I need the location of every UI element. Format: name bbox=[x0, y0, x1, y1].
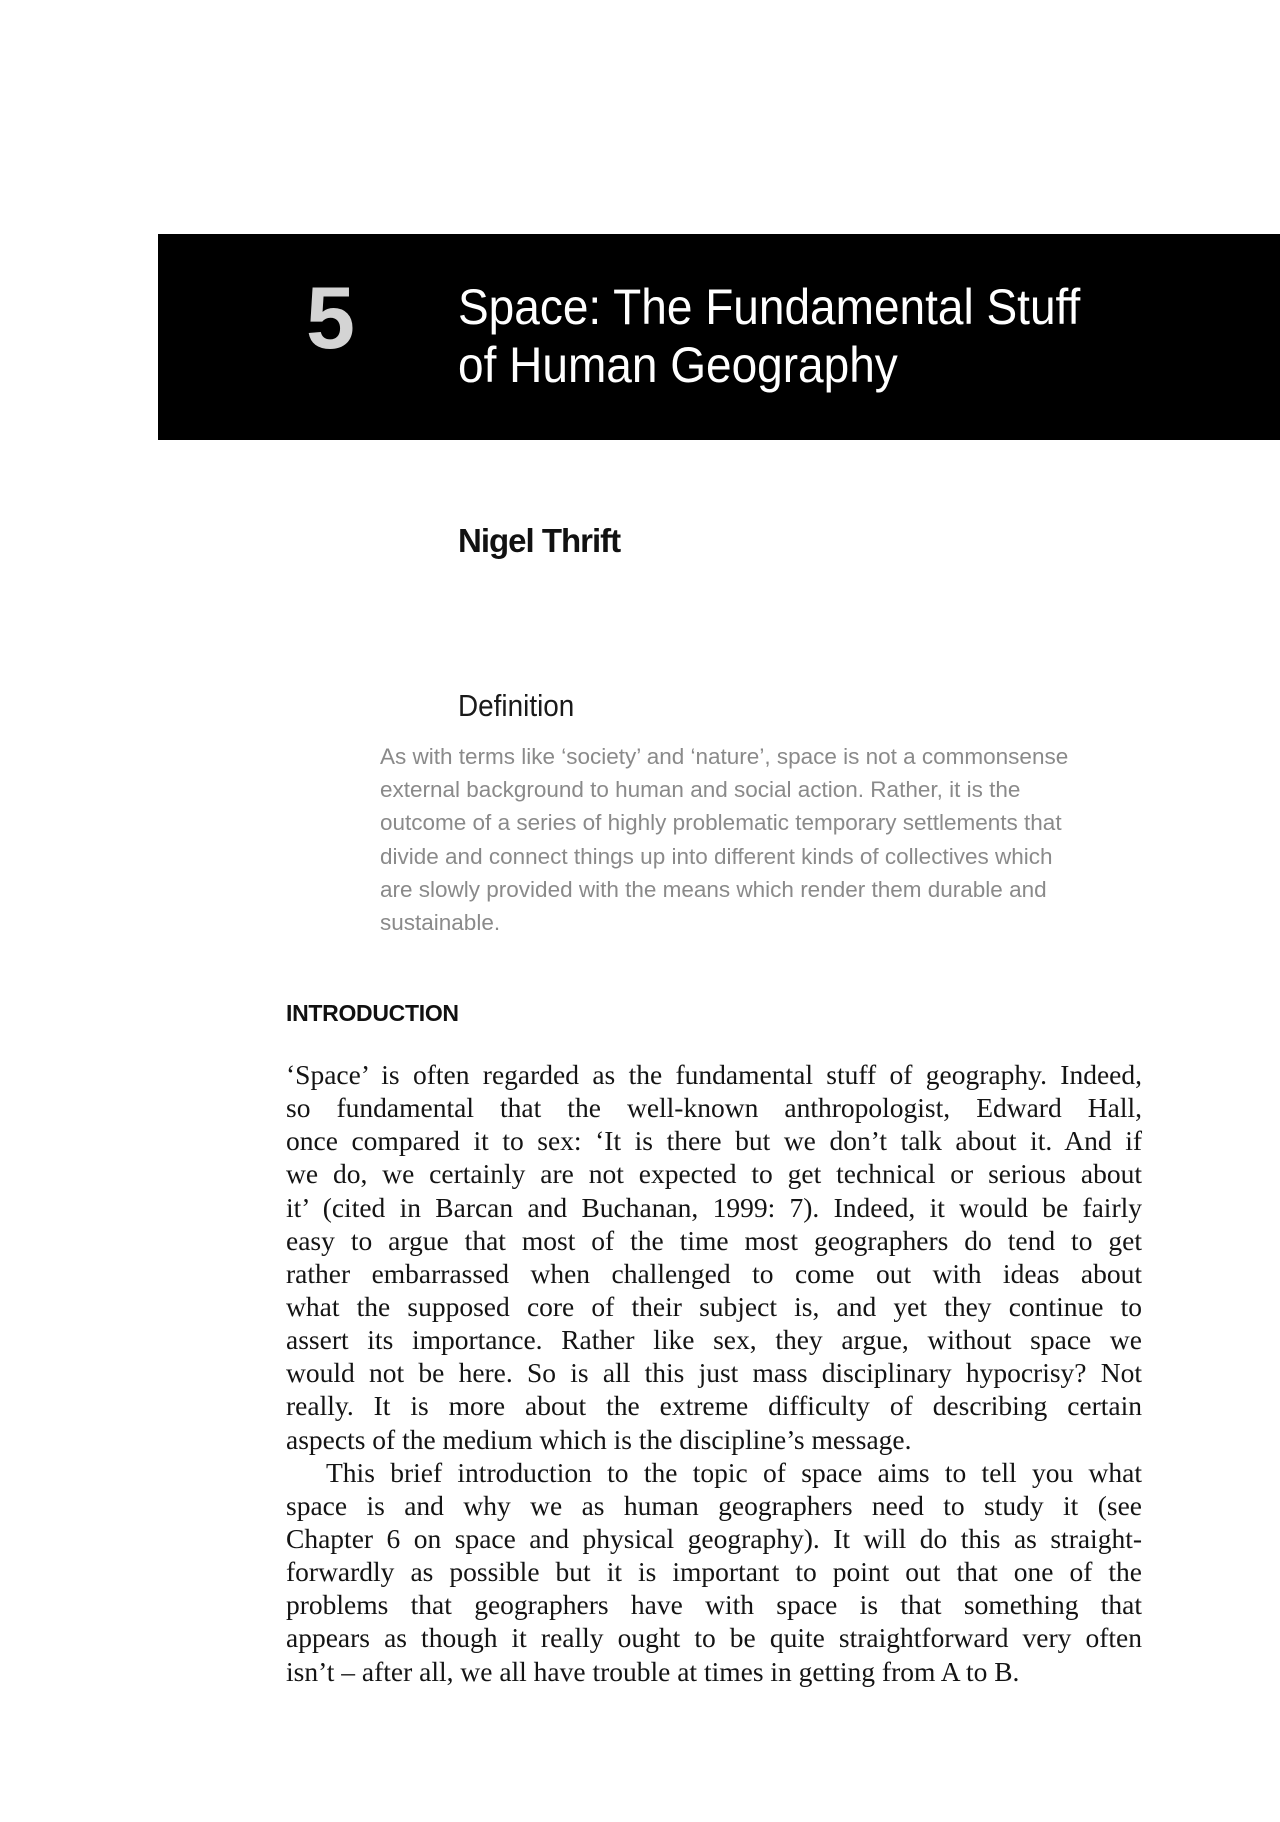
definition-text bbox=[380, 740, 1140, 939]
body-line: space is and why we as human geographers need to study it (see bbox=[286, 1489, 1142, 1521]
body-line: it’ (cited in Barcan and Buchanan, 1999: 7). Indeed, it would be fairly bbox=[286, 1191, 1142, 1223]
section-heading-introduction: INTRODUCTION bbox=[286, 1000, 459, 1026]
paragraph-1 bbox=[286, 1058, 1142, 1456]
body-text bbox=[286, 1058, 1142, 1688]
definition-line: As with terms like ‘society’ and ‘nature’, space is not a commonsense bbox=[380, 744, 1069, 769]
body-line: forwardly as possible but it is important to point out that one of the bbox=[286, 1556, 1142, 1588]
body-line: aspects of the medium which is the discipline’s message. bbox=[286, 1423, 912, 1455]
body-line: what the supposed core of their subject is, and yet they continue to bbox=[286, 1290, 1142, 1322]
body-line: isn’t – after all, we all have trouble at times in getting from A to B. bbox=[286, 1655, 1020, 1687]
definition-heading: Definition bbox=[458, 688, 575, 723]
body-line: ‘Space’ is often regarded as the fundamental stuff of geography. Indeed, bbox=[286, 1059, 1142, 1090]
chapter-title bbox=[458, 278, 1080, 394]
body-line: would not be here. So is all this just mass disciplinary hypocrisy? Not bbox=[286, 1357, 1142, 1389]
body-line: once compared it to sex: ‘It is there but we don’t talk about it. And if bbox=[286, 1125, 1142, 1157]
definition-line: divide and connect things up into different kinds of collectives which bbox=[380, 843, 1053, 869]
definition-line: sustainable. bbox=[380, 910, 501, 936]
chapter-header-band bbox=[158, 234, 1280, 440]
body-line: problems that geographers have with space is that something that bbox=[286, 1589, 1142, 1621]
chapter-title-line: of Human Geography bbox=[458, 337, 898, 393]
body-line: appears as though it really ought to be quite straightforward very often bbox=[286, 1622, 1142, 1654]
definition-line: external background to human and social action. Rather, it is the bbox=[380, 777, 1021, 803]
body-line: we do, we certainly are not expected to get technical or serious about bbox=[286, 1158, 1142, 1190]
body-line: really. It is more about the extreme difficulty of describing certain bbox=[286, 1390, 1142, 1422]
chapter-title-line: Space: The Fundamental Stuff bbox=[458, 279, 1081, 335]
chapter-number: 5 bbox=[306, 268, 355, 367]
definition-line: are slowly provided with the means which render them durable and bbox=[380, 876, 1047, 902]
body-line: easy to argue that most of the time most geographers do tend to get bbox=[286, 1224, 1142, 1256]
body-line: Chapter 6 on space and physical geography). It will do this as straight- bbox=[286, 1522, 1142, 1554]
body-line: This brief introduction to the topic of space aims to tell you what bbox=[326, 1456, 1142, 1488]
body-line: so fundamental that the well-known anthropologist, Edward Hall, bbox=[286, 1092, 1142, 1124]
definition-line: outcome of a series of highly problematic temporary settlements that bbox=[380, 810, 1062, 836]
paragraph-2 bbox=[286, 1456, 1142, 1688]
body-line: rather embarrassed when challenged to come out with ideas about bbox=[286, 1257, 1142, 1289]
author-name: Nigel Thrift bbox=[458, 522, 621, 559]
body-line: assert its importance. Rather like sex, they argue, without space we bbox=[286, 1324, 1142, 1356]
